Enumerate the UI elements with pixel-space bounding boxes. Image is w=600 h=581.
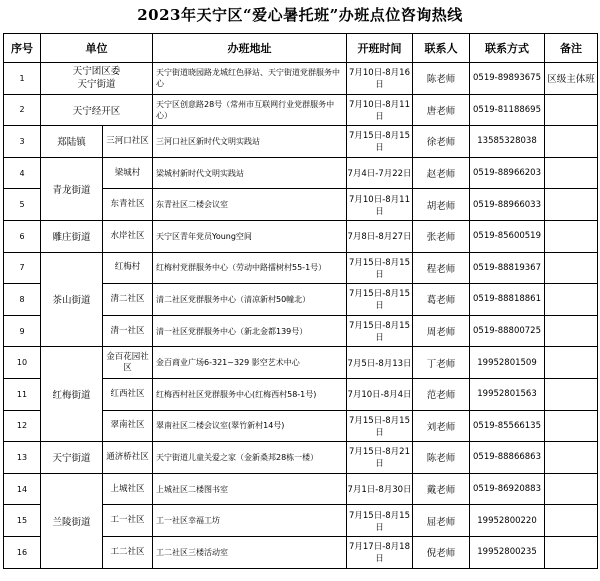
row-no: 14: [4, 473, 41, 505]
row-address: 上城社区二楼图书室: [153, 473, 347, 505]
row-phone: 0519-88966203: [470, 157, 545, 189]
row-address: 天宁街道晓园路龙城红色驿站、天宁街道党群服务中心: [153, 63, 347, 95]
row-contact: 陈老师: [413, 442, 470, 474]
row-note: [545, 94, 598, 126]
row-unit: 天宁团区委 天宁街道: [41, 63, 153, 95]
table-row: [4, 63, 598, 95]
row-contact: 徐老师: [413, 126, 470, 158]
row-no: 1: [4, 63, 41, 95]
row-note: [545, 347, 598, 379]
row-time: 7月4日-7月22日: [347, 157, 413, 189]
row-phone: 0519-88819367: [470, 252, 545, 284]
table-row: [4, 442, 598, 474]
row-contact: 屈老师: [413, 505, 470, 537]
row-time: 7月15日-8月15日: [347, 410, 413, 442]
row-phone: 19952801509: [470, 347, 545, 379]
row-contact: 周老师: [413, 315, 470, 347]
row-address: 东青社区二楼会议室: [153, 189, 347, 221]
row-time: 7月15日-8月21日: [347, 442, 413, 474]
row-note: [545, 252, 598, 284]
row-address: 工二社区三楼活动室: [153, 536, 347, 568]
table-row: [4, 473, 598, 505]
table-row: [4, 94, 598, 126]
header-no: 序号: [4, 34, 41, 63]
row-phone: 0519-85566135: [470, 410, 545, 442]
row-subunit: 三河口社区: [103, 126, 153, 158]
row-no: 16: [4, 536, 41, 568]
row-unit: 青龙街道: [41, 157, 103, 220]
header-address: 办班地址: [153, 34, 347, 63]
row-contact: 程老师: [413, 252, 470, 284]
row-time: 7月10日-8月16日: [347, 63, 413, 95]
header-phone: 联系方式: [470, 34, 545, 63]
row-unit: 兰陵街道: [41, 473, 103, 568]
row-note: [545, 473, 598, 505]
row-time: 7月1日-8月30日: [347, 473, 413, 505]
row-time: 7月15日-8月15日: [347, 252, 413, 284]
row-address: 三河口社区新时代文明实践站: [153, 126, 347, 158]
row-no: 2: [4, 94, 41, 126]
table-header-row: [4, 34, 598, 63]
header-time: 开班时间: [347, 34, 413, 63]
header-note: 备注: [545, 34, 598, 63]
row-note: [545, 126, 598, 158]
row-subunit: 东青社区: [103, 189, 153, 221]
row-phone: 0519-88800725: [470, 315, 545, 347]
row-subunit: 金百花园社区: [103, 347, 153, 379]
row-unit: 雕庄街道: [41, 220, 103, 252]
row-subunit: 红梅村: [103, 252, 153, 284]
row-subunit: 工二社区: [103, 536, 153, 568]
row-phone: 0519-88818861: [470, 284, 545, 316]
row-no: 13: [4, 442, 41, 474]
row-subunit: 工一社区: [103, 505, 153, 537]
row-phone: 0519-89893675: [470, 63, 545, 95]
row-address: 红梅西村社区党群服务中心(红梅西村58-1号): [153, 378, 347, 410]
row-subunit: 水岸社区: [103, 220, 153, 252]
row-time: 7月15日-8月15日: [347, 315, 413, 347]
row-phone: 19952800235: [470, 536, 545, 568]
row-contact: 葛老师: [413, 284, 470, 316]
row-subunit: 梁城村: [103, 157, 153, 189]
row-time: 7月8日-8月27日: [347, 220, 413, 252]
row-contact: 陈老师: [413, 63, 470, 95]
page-title: 2023年天宁区“爱心暑托班”办班点位咨询热线: [137, 6, 463, 24]
row-address: 天宁街道儿童关爱之家（金新桑邦28栋一楼）: [153, 442, 347, 474]
row-no: 10: [4, 347, 41, 379]
row-subunit: 清二社区: [103, 284, 153, 316]
row-unit: 天宁经开区: [41, 94, 153, 126]
row-note: [545, 442, 598, 474]
row-no: 15: [4, 505, 41, 537]
row-time: 7月15日-8月15日: [347, 505, 413, 537]
table-row: [4, 126, 598, 158]
row-contact: 刘老师: [413, 410, 470, 442]
row-time: 7月17日-8月18日: [347, 536, 413, 568]
row-phone: 0519-88966033: [470, 189, 545, 221]
table-row: [4, 252, 598, 284]
row-contact: 胡老师: [413, 189, 470, 221]
row-note: 区级主体班: [545, 63, 598, 95]
row-note: [545, 157, 598, 189]
row-no: 9: [4, 315, 41, 347]
row-note: [545, 536, 598, 568]
row-address: 梁城村新时代文明实践站: [153, 157, 347, 189]
row-no: 6: [4, 220, 41, 252]
row-time: 7月10日-8月4日: [347, 378, 413, 410]
row-phone: 19952800220: [470, 505, 545, 537]
row-address: 天宁区创意路28号（常州市互联网行业党群服务中心）: [153, 94, 347, 126]
row-no: 4: [4, 157, 41, 189]
row-unit: 天宁街道: [41, 442, 103, 474]
row-no: 5: [4, 189, 41, 221]
row-subunit: 翠南社区: [103, 410, 153, 442]
row-no: 11: [4, 378, 41, 410]
row-note: [545, 220, 598, 252]
row-contact: 戴老师: [413, 473, 470, 505]
row-no: 12: [4, 410, 41, 442]
row-contact: 范老师: [413, 378, 470, 410]
row-contact: 唐老师: [413, 94, 470, 126]
row-phone: 13585328038: [470, 126, 545, 158]
row-phone: 0519-88866863: [470, 442, 545, 474]
row-note: [545, 284, 598, 316]
table-row: [4, 157, 598, 189]
row-address: 清一社区党群服务中心（新北金都139号）: [153, 315, 347, 347]
row-time: 7月15日-8月15日: [347, 284, 413, 316]
row-note: [545, 378, 598, 410]
row-time: 7月10日-8月11日: [347, 94, 413, 126]
row-address: 工一社区幸福工坊: [153, 505, 347, 537]
row-time: 7月5日-8月13日: [347, 347, 413, 379]
row-contact: 倪老师: [413, 536, 470, 568]
row-unit: 郑陆镇: [41, 126, 103, 158]
row-phone: 0519-81188695: [470, 94, 545, 126]
table-row: [4, 347, 598, 379]
row-no: 7: [4, 252, 41, 284]
hotline-table: [3, 33, 598, 569]
header-contact: 联系人: [413, 34, 470, 63]
row-subunit: 通济桥社区: [103, 442, 153, 474]
row-subunit: 上城社区: [103, 473, 153, 505]
row-subunit: 清一社区: [103, 315, 153, 347]
row-unit: 红梅街道: [41, 347, 103, 442]
row-note: [545, 505, 598, 537]
row-note: [545, 189, 598, 221]
row-note: [545, 410, 598, 442]
row-address: 金百商业广场6-321~329 影空艺术中心: [153, 347, 347, 379]
row-address: 天宁区青年党员Young空间: [153, 220, 347, 252]
row-address: 红梅村党群服务中心（劳动中路擂树村55-1号）: [153, 252, 347, 284]
row-phone: 0519-86920883: [470, 473, 545, 505]
row-contact: 赵老师: [413, 157, 470, 189]
row-no: 3: [4, 126, 41, 158]
row-time: 7月15日-8月15日: [347, 126, 413, 158]
row-phone: 19952801563: [470, 378, 545, 410]
row-phone: 0519-85600519: [470, 220, 545, 252]
row-unit: 茶山街道: [41, 252, 103, 347]
row-subunit: 红西社区: [103, 378, 153, 410]
table-row: [4, 220, 598, 252]
row-address: 翠南社区二楼会议室(翠竹新村14号): [153, 410, 347, 442]
row-note: [545, 315, 598, 347]
row-contact: 丁老师: [413, 347, 470, 379]
row-no: 8: [4, 284, 41, 316]
row-contact: 张老师: [413, 220, 470, 252]
row-time: 7月10日-8月11日: [347, 189, 413, 221]
header-unit: 单位: [41, 34, 153, 63]
row-address: 清二社区党群服务中心（清凉新村50幢北）: [153, 284, 347, 316]
